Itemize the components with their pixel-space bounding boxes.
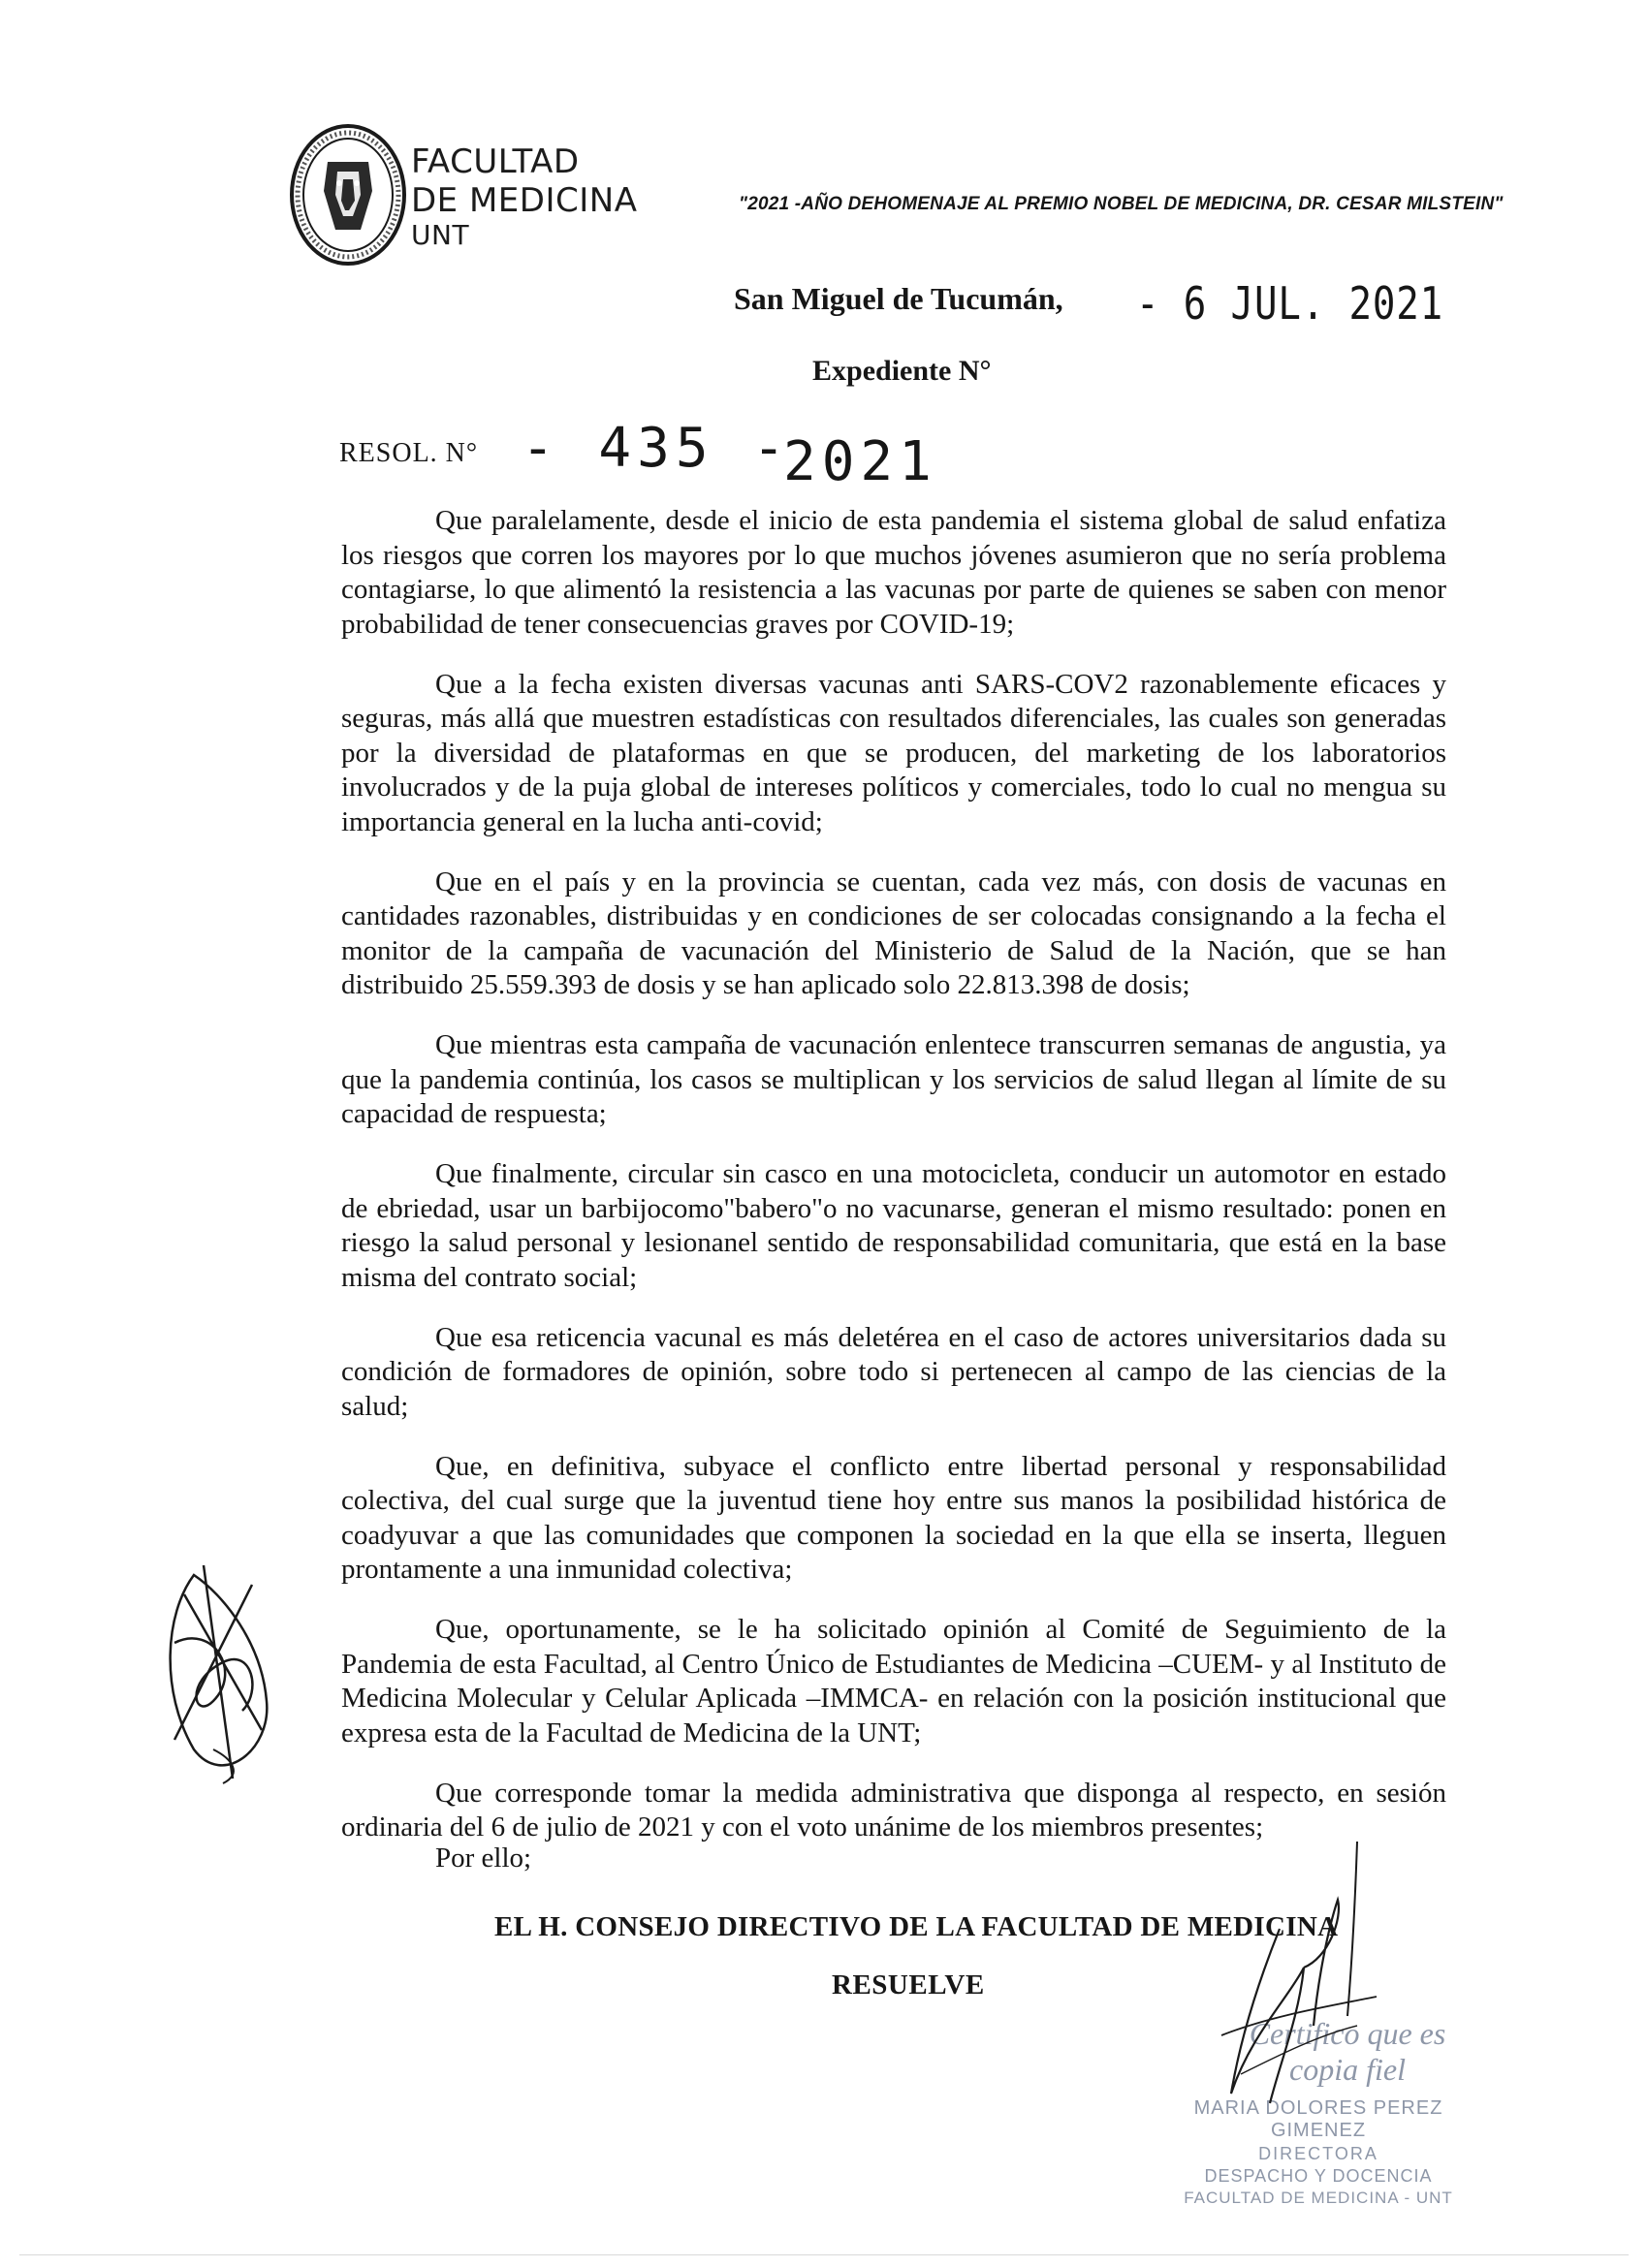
- resolution-year-stamp: 2021: [783, 430, 937, 493]
- stamp-line-title: DIRECTORA: [1258, 2144, 1378, 2163]
- resolution-label: RESOL. N°: [339, 438, 479, 468]
- scan-edge-line: [19, 2254, 1629, 2255]
- paragraph: Que finalmente, circular sin casco en una motocicleta, conducir un automotor en estado de ebriedad, usar un barbijocomo"babero"o no vacunarse, generan el mismo resultado: ponen en riesgo la salud personal y lesionanel sentido de responsabilidad comunitaria, que está en la base misma del contrato social;: [341, 1158, 1446, 1293]
- council-heading: EL H. CONSEJO DIRECTIVO DE LA FACULTAD DE MEDICINA: [494, 1911, 1339, 1942]
- paragraph: Que paralelamente, desde el inicio de esta pandemia el sistema global de salud enfatiza los riesgos que corren los mayores por lo que muchos jóvenes asumieron que no sería problema contagiarse, lo que alimentó la resistencia a las vacunas por parte de quienes se saben con menor probabilidad de tener consecuencias graves por COVID-19;: [341, 505, 1446, 640]
- place-label: San Miguel de Tucumán,: [734, 281, 1063, 316]
- institution-name-line2: DE MEDICINA: [411, 181, 638, 220]
- resolution-number-stamp: - 435 -: [522, 417, 792, 480]
- paragraph: Que mientras esta campaña de vacunación enlentece transcurren semanas de angustia, ya que la pandemia continúa, los casos se multiplican y los servicios de salud llegan al límite de su capacidad de respuesta;: [341, 1029, 1446, 1129]
- resuelve-heading: RESUELVE: [832, 1969, 985, 2000]
- considerandos-body: [341, 504, 1446, 1871]
- stamp-line-office: DESPACHO Y DOCENCIA: [1204, 2166, 1433, 2186]
- expediente-label: Expediente N°: [812, 355, 992, 387]
- faculty-seal-logo: [289, 123, 407, 267]
- date-stamp: - 6 JUL. 2021: [1136, 277, 1444, 330]
- stamp-line-name: MARIA DOLORES PEREZ GIMENEZ: [1193, 2097, 1443, 2141]
- paragraph: Que, en definitiva, subyace el conflicto entre libertad personal y responsabilidad colectiva, del cual surge que la juventud tiene hoy entre sus manos la posibilidad histórica de coadyuvar a que las comunidades que componen la sociedad en la que ella se inserta, lleguen prontamente a una inmunidad colectiva;: [341, 1450, 1446, 1585]
- stamp-line-certifico: Certifico que es copia fiel: [1249, 2016, 1446, 2087]
- institution-name-line1: FACULTAD: [411, 142, 580, 181]
- por-ello-text: Por ello;: [435, 1843, 532, 1874]
- margin-initials-signature: [155, 1556, 281, 1788]
- paragraph: Que en el país y en la provincia se cuentan, cada vez más, con dosis de vacunas en cantidades razonables, distribuidas y en condiciones de ser colocadas consignando a la fecha el monitor de la campaña de vacunación del Ministerio de Salud de la Nación, que se han distribuido 25.559.393 de dosis y se han aplicado solo 22.813.398 de dosis;: [341, 866, 1446, 1000]
- institution-name-line3: UNT: [411, 219, 470, 251]
- paragraph: Que a la fecha existen diversas vacunas anti SARS-COV2 razonablemente eficaces y seguras, más allá que muestren estadísticas con resultados diferenciales, las cuales son generadas por la diversidad de plataformas en que se producen, del marketing de los laboratorios involucrados y de la puja global de intereses políticos y comerciales, todo lo cual no mengua su importancia general en la lucha anti-covid;: [341, 668, 1446, 837]
- director-signature: [1134, 1842, 1406, 2132]
- stamp-line-faculty: FACULTAD DE MEDICINA - UNT: [1184, 2189, 1453, 2207]
- paragraph: Que esa reticencia vacunal es más deletérea en el caso de actores universitarios dada su condición de formadores de opinión, sobre todo si pertenecen al campo de las ciencias de la salud;: [341, 1321, 1446, 1422]
- paragraph: Que corresponde tomar la medida administrativa que disponga al respecto, en sesión ordinaria del 6 de julio de 2021 y con el voto unánime de los miembros presentes;: [341, 1777, 1446, 1843]
- year-motto: "2021 -AÑO DEHOMENAJE AL PREMIO NOBEL DE MEDICINA, DR. CESAR MILSTEIN": [739, 194, 1504, 214]
- paragraph: Que, oportunamente, se le ha solicitado opinión al Comité de Seguimiento de la Pandemia de esta Facultad, al Centro Único de Estudiantes de Medicina –CUEM- y al Instituto de Medicina Molecular y Celular Aplicada –IMMCA- en relación con la posición institucional que expresa esta de la Facultad de Medicina de la UNT;: [341, 1614, 1446, 1748]
